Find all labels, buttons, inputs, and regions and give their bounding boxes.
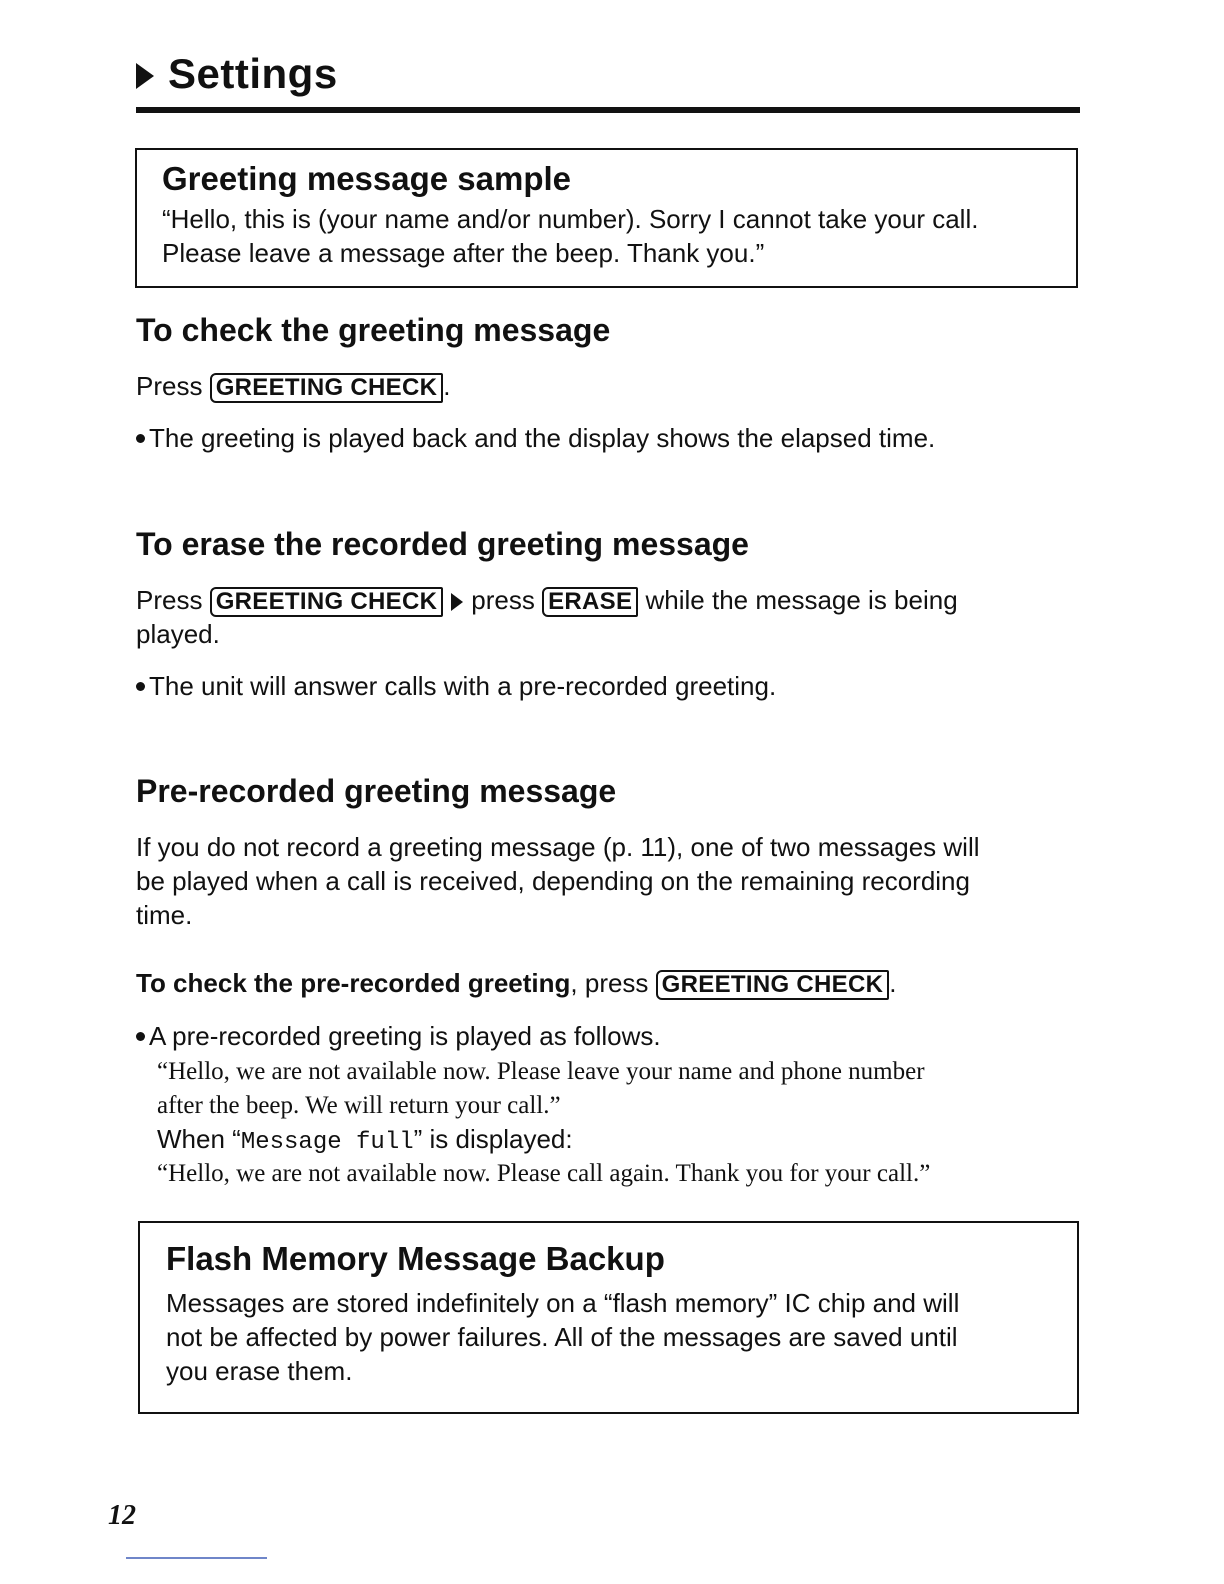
header-rule [136,107,1080,113]
bullet-icon [136,434,145,443]
page-header [136,50,1080,98]
prerecorded-check-bold: To check the pre-recorded greeting [136,968,571,998]
press-label-2: press [471,585,535,615]
period: . [443,371,451,401]
footer-line [126,1557,267,1559]
prerecorded-para-line-2: be played when a call is received, depending on the remaining recording [136,866,970,896]
prerecorded-heading: Pre-recorded greeting message [136,773,617,809]
greeting-sample-line-1: “Hello, this is (your name and/or number). Sorry I cannot take your call. [162,204,979,234]
erase-instruction-rest: while the message is being [645,585,958,615]
bullet-icon [136,1032,145,1041]
check-greeting-heading: To check the greeting message [136,312,611,348]
greeting-sample-title: Greeting message sample [162,160,572,197]
greeting-sample-line-2: Please leave a message after the beep. Thank you.” [162,238,765,268]
prerecorded-check-rest: , press [570,968,649,998]
message-full-display-text: Message full [240,1129,414,1156]
prerecorded-bullet [136,1019,1076,1053]
flash-memory-title: Flash Memory Message Backup [166,1240,665,1277]
prerecorded-quote-2: “Hello, we are not available now. Please call again. Thank you for your call.” [157,1160,931,1187]
greeting-sample-box [135,148,1078,288]
prerecorded-para-line-1: If you do not record a greeting message (p. 11), one of two messages will [136,832,980,862]
page-title: Settings [168,50,338,97]
flash-memory-box [138,1221,1079,1414]
prerecorded-check-instruction [136,966,1076,1000]
page-number: 12 [108,1500,136,1531]
check-greeting-instruction [136,369,1076,403]
header-title-row [136,50,1080,98]
erase-greeting-note [136,669,1076,703]
flash-memory-line-3: you erase them. [166,1356,353,1386]
press-label: Press [136,585,203,615]
erase-instruction-line-2: played. [136,619,220,649]
when-prefix: When “ [157,1124,241,1154]
greeting-check-key: GREETING CHECK [656,970,890,1000]
erase-greeting-instruction [136,583,1076,617]
erase-greeting-heading: To erase the recorded greeting message [136,526,749,562]
message-full-condition [157,1122,1097,1160]
prerecorded-quote-1-line-1: “Hello, we are not available now. Please leave your name and phone number [157,1058,925,1085]
bullet-icon [136,682,145,691]
when-suffix: ” is displayed: [413,1124,573,1154]
press-label: Press [136,371,203,401]
prerecorded-bullet-text: A pre-recorded greeting is played as follows. [149,1021,661,1051]
erase-key: ERASE [542,587,638,617]
arrow-right-icon [136,63,154,89]
flash-memory-line-1: Messages are stored indefinitely on a “flash memory” IC chip and will [166,1288,960,1318]
check-greeting-note-text: The greeting is played back and the display shows the elapsed time. [149,423,936,453]
arrow-right-icon [451,593,463,611]
greeting-check-key: GREETING CHECK [210,587,444,617]
check-greeting-note [136,421,1076,455]
prerecorded-quote-1-line-2: after the beep. We will return your call.” [157,1092,561,1119]
prerecorded-para-line-3: time. [136,900,193,930]
flash-memory-line-2: not be affected by power failures. All of the messages are saved until [166,1322,958,1352]
erase-greeting-note-text: The unit will answer calls with a pre-recorded greeting. [149,671,777,701]
period: . [889,968,897,998]
greeting-check-key: GREETING CHECK [210,373,444,403]
